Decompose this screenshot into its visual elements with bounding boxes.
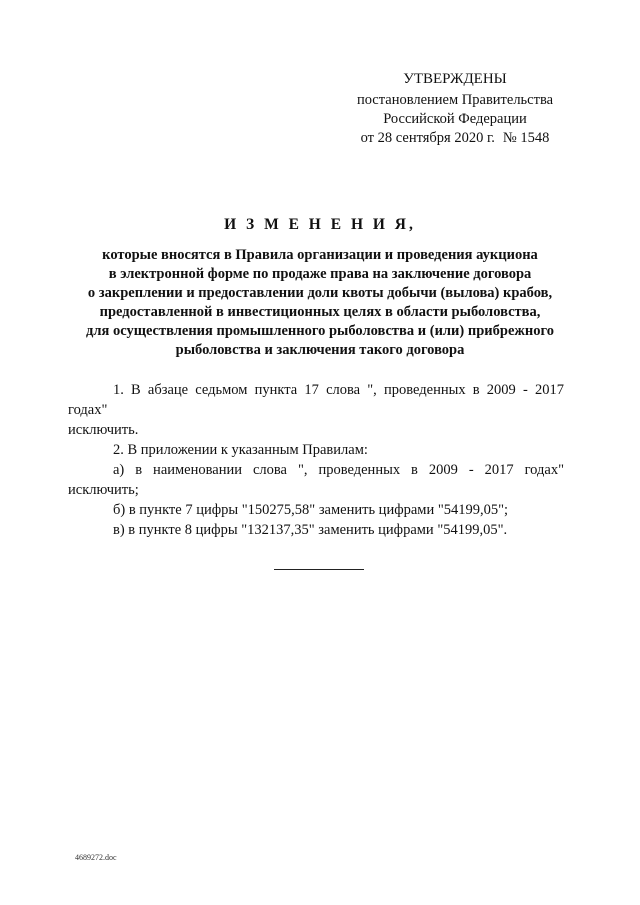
document-title-block bbox=[60, 216, 580, 360]
document-title: И З М Е Н Е Н И Я, bbox=[224, 216, 416, 233]
approval-number: № 1548 bbox=[502, 130, 550, 146]
item-2a-line-2: исключить; bbox=[68, 482, 139, 498]
subtitle-line: которые вносятся в Правила организации и проведения аукциона bbox=[102, 247, 538, 263]
item-2b: б) в пункте 7 цифры "150275,58" заменить цифрами "54199,05"; bbox=[113, 502, 509, 518]
approval-date: от 28 сентября 2020 г. bbox=[360, 130, 495, 146]
approval-date-line bbox=[340, 129, 570, 148]
subtitle-line: рыболовства и заключения такого договора bbox=[175, 342, 465, 358]
item-2a-text: а) в наименовании слова ", проведенных в 2009 - 2017 годах" bbox=[113, 462, 564, 478]
approval-block bbox=[340, 70, 570, 148]
approval-line-resolution: постановлением Правительства bbox=[356, 92, 554, 108]
document-body bbox=[68, 380, 564, 540]
approval-heading: УТВЕРЖДЕНЫ bbox=[403, 71, 507, 87]
approval-line-federation: Российской Федерации bbox=[383, 111, 527, 127]
subtitle-line: для осуществления промышленного рыболовства и (или) прибрежного bbox=[86, 323, 554, 339]
item-2c: в) в пункте 8 цифры "132137,35" заменить цифрами "54199,05". bbox=[113, 522, 508, 538]
item-1-line-2: исключить. bbox=[68, 422, 139, 438]
item-1-line-1 bbox=[68, 380, 564, 420]
end-separator-line bbox=[274, 569, 364, 570]
item-2a-line-1 bbox=[68, 460, 564, 480]
subtitle-line: в электронной форме по продаже права на заключение договора bbox=[108, 266, 532, 282]
subtitle-line: о закреплении и предоставлении доли квоты добычи (вылова) крабов, bbox=[87, 285, 553, 301]
item-1-text: 1. В абзаце седьмом пункта 17 слова ", проведенных в 2009 - 2017 годах" bbox=[68, 382, 564, 418]
footer-filename: 4689272.doc bbox=[75, 853, 117, 862]
item-2: 2. В приложении к указанным Правилам: bbox=[113, 442, 368, 458]
subtitle-line: предоставленной в инвестиционных целях в области рыболовства, bbox=[99, 304, 541, 320]
